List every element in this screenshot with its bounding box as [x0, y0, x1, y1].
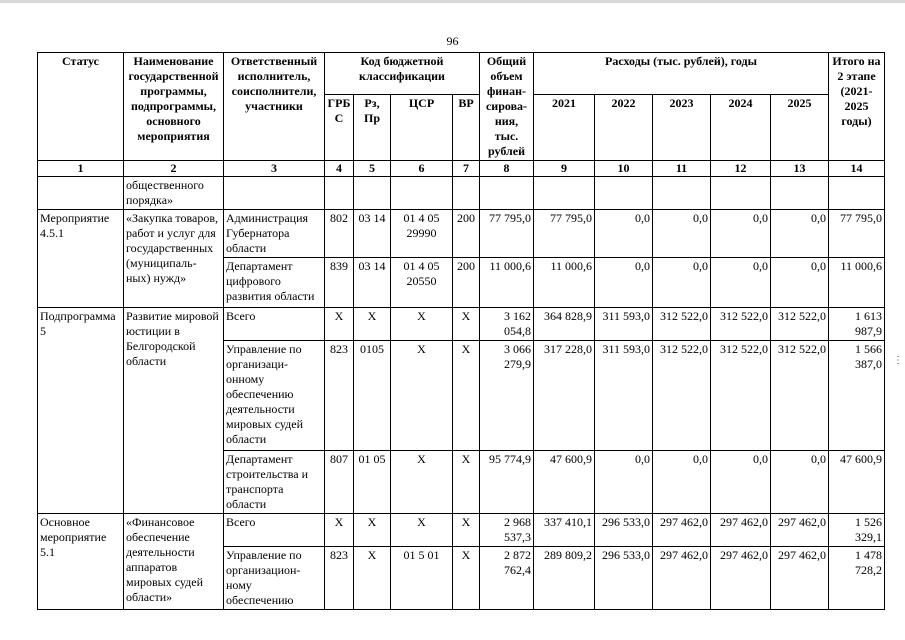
cell-csr: 01 4 05 20550 [391, 258, 453, 308]
cell-2024: 312 522,0 [711, 341, 771, 451]
cell-2023: 312 522,0 [653, 341, 711, 451]
col-num: 3 [224, 161, 325, 177]
col-num: 13 [771, 161, 829, 177]
col-num: 7 [453, 161, 480, 177]
header-grbs: ГРБ С [325, 94, 354, 160]
row-executor: Управление по организацион-ному обеспечению [224, 547, 325, 610]
table-row [38, 514, 885, 547]
col-num: 11 [653, 161, 711, 177]
row-name: «Закупка товаров, работ и услуг для государственных (муниципаль-ных) нужд» [124, 210, 224, 308]
row-status: Основное мероприятие 5.1 [38, 514, 124, 610]
header-2021: 2021 [534, 94, 595, 160]
column-numbers-row [38, 161, 885, 177]
cell-vr: Х [453, 451, 480, 514]
cell-csr: 01 5 01 [391, 547, 453, 610]
header-2024: 2024 [711, 94, 771, 160]
cell-rzpr: 03 14 [354, 210, 391, 258]
cell-total: 95 774,9 [480, 451, 534, 514]
header-row-1 [38, 53, 885, 95]
col-num: 1 [38, 161, 124, 177]
col-num: 5 [354, 161, 391, 177]
cell-total: 77 795,0 [480, 210, 534, 258]
cell-2024: 312 522,0 [711, 308, 771, 341]
cell-rzpr: 0105 [354, 341, 391, 451]
header-budget-code: Код бюджетной классификации [325, 53, 480, 95]
cell-csr: Х [391, 341, 453, 451]
cell-2022: 311 593,0 [595, 308, 653, 341]
header-2025: 2025 [771, 94, 829, 160]
header-itogo: Итого на 2 этапе (2021-2025 годы) [829, 53, 885, 161]
cell-vr: 200 [453, 258, 480, 308]
cell-2024: 0,0 [711, 210, 771, 258]
col-num: 10 [595, 161, 653, 177]
cell-total: 3 162 054,8 [480, 308, 534, 341]
cell-2025: 312 522,0 [771, 308, 829, 341]
col-num: 6 [391, 161, 453, 177]
cell-2024: 0,0 [711, 258, 771, 308]
table-row [38, 210, 885, 258]
row-executor: Всего [224, 514, 325, 547]
page-number: 96 [446, 34, 459, 48]
header-name: Наименование государственной программы, подпрограммы, основного мероприятия [124, 53, 224, 161]
cell-2023: 0,0 [653, 210, 711, 258]
cell-2022: 311 593,0 [595, 341, 653, 451]
cell-2022: 0,0 [595, 210, 653, 258]
cell-2023: 0,0 [653, 451, 711, 514]
cell-vr: Х [453, 547, 480, 610]
cell-2025: 0,0 [771, 258, 829, 308]
cell-2021: 364 828,9 [534, 308, 595, 341]
cell-rzpr: 01 05 [354, 451, 391, 514]
cell-total: 11 000,6 [480, 258, 534, 308]
col-num: 4 [325, 161, 354, 177]
header-2022: 2022 [595, 94, 653, 160]
cell-grbs: 802 [325, 210, 354, 258]
cell-2021: 337 410,1 [534, 514, 595, 547]
cell-total: 2 968 537,3 [480, 514, 534, 547]
header-rzpr: Рз, Пр [354, 94, 391, 160]
scan-edge [0, 0, 905, 3]
header-2023: 2023 [653, 94, 711, 160]
header-vr: ВР [453, 94, 480, 160]
table-row [38, 308, 885, 341]
cell-rzpr: Х [354, 308, 391, 341]
cell-2025: 0,0 [771, 210, 829, 258]
cell-2021: 47 600,9 [534, 451, 595, 514]
cell-2022: 296 533,0 [595, 547, 653, 610]
row-executor: Всего [224, 308, 325, 341]
header-executor: Ответственный исполнитель, соисполнители, участники [224, 53, 325, 161]
col-num: 9 [534, 161, 595, 177]
cell-rzpr: Х [354, 514, 391, 547]
row-executor: Департамент цифрового развития области [224, 258, 325, 308]
cell-2023: 297 462,0 [653, 547, 711, 610]
cell-2025: 297 462,0 [771, 514, 829, 547]
header-status: Статус [38, 53, 124, 161]
col-num: 8 [480, 161, 534, 177]
cell-grbs: Х [325, 514, 354, 547]
row-name: Развитие мировой юстиции в Белгородской области [124, 308, 224, 514]
cell-2021: 289 809,2 [534, 547, 595, 610]
cell-2022: 0,0 [595, 258, 653, 308]
table-row [38, 177, 885, 210]
cell-csr: Х [391, 308, 453, 341]
row-name: общественного порядка» [124, 177, 224, 210]
cell-2021: 77 795,0 [534, 210, 595, 258]
cell-itogo: 11 000,6 [829, 258, 885, 308]
cell-csr: 01 4 05 29990 [391, 210, 453, 258]
cell-grbs: 807 [325, 451, 354, 514]
cell-2022: 296 533,0 [595, 514, 653, 547]
cell-2025: 297 462,0 [771, 547, 829, 610]
cell-vr: Х [453, 308, 480, 341]
col-num: 14 [829, 161, 885, 177]
cell-itogo: 1 526 329,1 [829, 514, 885, 547]
cell-vr: Х [453, 514, 480, 547]
cell-itogo: 1 566 387,0 [829, 341, 885, 451]
cell-total: 3 066 279,9 [480, 341, 534, 451]
cell-2023: 312 522,0 [653, 308, 711, 341]
cell-2022: 0,0 [595, 451, 653, 514]
cell-2023: 0,0 [653, 258, 711, 308]
cell-grbs: Х [325, 308, 354, 341]
cell-grbs: 823 [325, 547, 354, 610]
cell-2021: 11 000,6 [534, 258, 595, 308]
cell-csr: Х [391, 514, 453, 547]
cell-total: 2 872 762,4 [480, 547, 534, 610]
cell-2024: 297 462,0 [711, 514, 771, 547]
cell-2025: 0,0 [771, 451, 829, 514]
col-num: 12 [711, 161, 771, 177]
cell-rzpr: Х [354, 547, 391, 610]
cell-itogo: 1 613 987,9 [829, 308, 885, 341]
cell-grbs: 839 [325, 258, 354, 308]
cell-2024: 0,0 [711, 451, 771, 514]
header-total: Общий объем финан-сирова-ния, тыс. рублей [480, 53, 534, 161]
cell-2021: 317 228,0 [534, 341, 595, 451]
cell-vr: Х [453, 341, 480, 451]
cell-csr: Х [391, 451, 453, 514]
budget-table [37, 52, 885, 610]
col-num: 2 [124, 161, 224, 177]
header-expenses: Расходы (тыс. рублей), годы [534, 53, 829, 95]
cell-grbs: 823 [325, 341, 354, 451]
row-executor: Администрация Губернатора области [224, 210, 325, 258]
cell-2023: 297 462,0 [653, 514, 711, 547]
row-executor: Управление по организаци-онному обеспечению деятельности мировых судей области [224, 341, 325, 451]
row-status: Мероприятие 4.5.1 [38, 210, 124, 308]
cell-itogo: 47 600,9 [829, 451, 885, 514]
cell-rzpr: 03 14 [354, 258, 391, 308]
cell-2024: 297 462,0 [711, 547, 771, 610]
row-status: Подпрограмма 5 [38, 308, 124, 514]
cell-itogo: 77 795,0 [829, 210, 885, 258]
row-executor: Департамент строительства и транспорта области [224, 451, 325, 514]
row-name: «Финансовое обеспечение деятельности аппаратов мировых судей области» [124, 514, 224, 610]
scan-mark: ⋮ [893, 355, 903, 366]
cell-2025: 312 522,0 [771, 341, 829, 451]
header-csr: ЦСР [391, 94, 453, 160]
cell-itogo: 1 478 728,2 [829, 547, 885, 610]
cell-vr: 200 [453, 210, 480, 258]
